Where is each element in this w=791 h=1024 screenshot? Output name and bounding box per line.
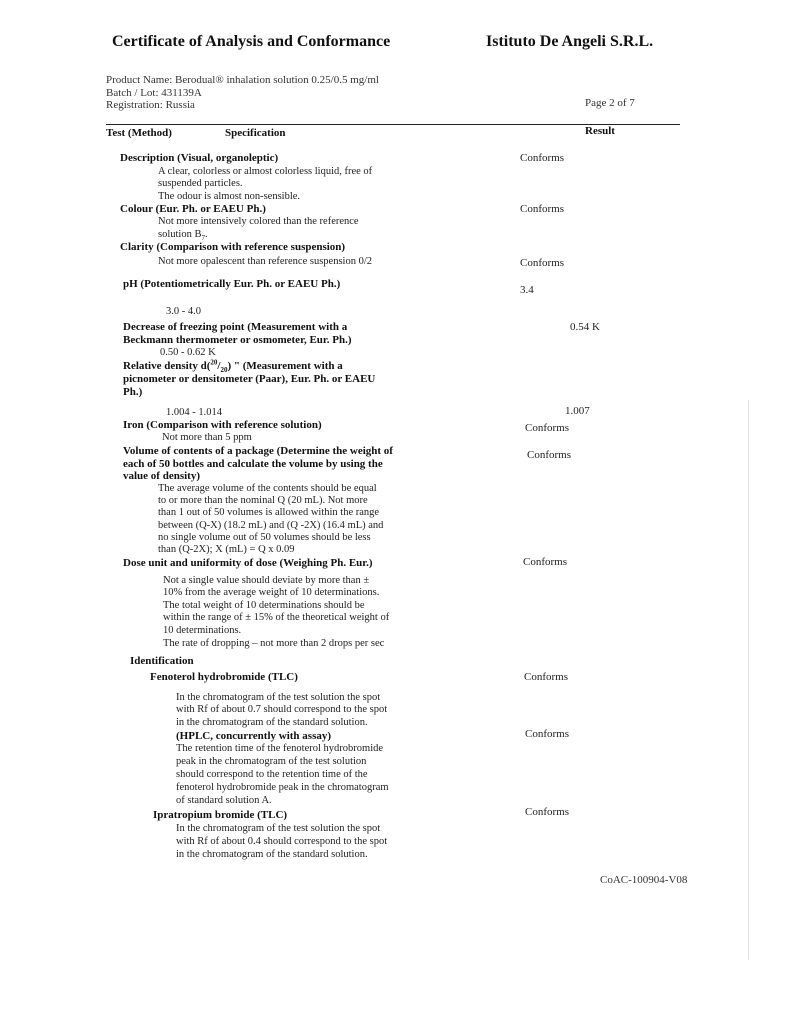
column-result: Result xyxy=(585,125,615,137)
company-name: Istituto De Angeli S.R.L. xyxy=(486,33,654,50)
test-colour-spec: Not more intensively colored than the reference xyxy=(158,216,359,227)
test-volume-spec: between (Q-X) (18.2 mL) and (Q -2X) (16.4 mL) and xyxy=(158,520,384,531)
test-ipratropium-tlc-spec: In the chromatogram of the test solution the spot xyxy=(176,823,381,834)
test-density-name: Ph.) xyxy=(123,386,143,398)
test-freezing-name: Decrease of freezing point (Measurement with a xyxy=(123,321,348,333)
identification-heading: Identification xyxy=(130,655,194,667)
test-iron-name: Iron (Comparison with reference solution) xyxy=(123,419,322,431)
test-fenoterol-hplc-spec: The retention time of the fenoterol hydrobromide xyxy=(176,743,384,754)
test-ipratropium-tlc-result: Conforms xyxy=(525,806,569,818)
test-fenoterol-tlc-result: Conforms xyxy=(524,671,568,683)
registration: Registration: Russia xyxy=(106,99,195,111)
test-ipratropium-tlc-spec: in the chromatogram of the standard solution. xyxy=(176,849,368,860)
test-ipratropium-tlc-spec: with Rf of about 0.4 should correspond to the spot xyxy=(176,836,388,847)
test-iron-result: Conforms xyxy=(525,422,569,434)
document-code: CoAC-100904-V08 xyxy=(600,874,688,886)
page-number: Page 2 of 7 xyxy=(585,97,635,109)
test-fenoterol-hplc-name: (HPLC, concurrently with assay) xyxy=(176,730,332,742)
test-description-result: Conforms xyxy=(520,152,564,164)
test-ipratropium-tlc-name: Ipratropium bromide (TLC) xyxy=(153,809,288,821)
test-dose-name: Dose unit and uniformity of dose (Weighing Ph. Eur.) xyxy=(123,557,373,569)
header-divider xyxy=(106,124,680,125)
test-dose-spec: within the range of ± 15% of the theoretical weight of xyxy=(163,612,390,623)
test-colour-spec-reference xyxy=(158,230,208,241)
column-specification: Specification xyxy=(225,127,286,139)
test-clarity-spec: Not more opalescent than reference suspension 0/2 xyxy=(158,256,373,267)
test-dose-spec: 10% from the average weight of 10 determinations. xyxy=(163,587,380,598)
test-ph-result: 3.4 xyxy=(520,284,534,296)
product-name: Product Name: Berodual® inhalation solution 0.25/0.5 mg/ml xyxy=(106,74,379,86)
test-fenoterol-hplc-spec: of standard solution A. xyxy=(176,795,272,806)
test-freezing-result: 0.54 K xyxy=(570,321,600,333)
test-colour-name: Colour (Eur. Ph. or EAEU Ph.) xyxy=(120,203,266,215)
test-description-spec: suspended particles. xyxy=(158,178,243,189)
test-fenoterol-tlc-name: Fenoterol hydrobromide (TLC) xyxy=(150,671,298,683)
test-colour-spec-subscript: 7 xyxy=(201,234,205,243)
test-description-name: Description (Visual, organoleptic) xyxy=(120,152,279,164)
test-fenoterol-hplc-spec: should correspond to the retention time of the xyxy=(176,769,368,780)
test-density-name: picnometer or densitometer (Paar), Eur. Ph. or EAEU xyxy=(123,373,376,385)
test-density-subscript: 20 xyxy=(220,366,228,375)
test-description-spec: A clear, colorless or almost colorless liquid, free of xyxy=(158,166,373,177)
test-freezing-spec: 0.50 - 0.62 K xyxy=(160,347,216,358)
test-volume-name: Volume of contents of a package (Determine the weight of xyxy=(123,445,393,457)
test-clarity-result: Conforms xyxy=(520,257,564,269)
test-dose-spec: 10 determinations. xyxy=(163,625,242,636)
test-fenoterol-tlc-spec: In the chromatogram of the test solution the spot xyxy=(176,692,381,703)
test-volume-name: value of density) xyxy=(123,470,200,482)
test-colour-spec-end: . xyxy=(204,229,208,240)
test-iron-spec: Not more than 5 ppm xyxy=(162,432,252,443)
test-dose-spec: The total weight of 10 determinations should be xyxy=(163,600,365,611)
test-volume-spec: no single volume out of 50 volumes should be less xyxy=(158,532,371,543)
document-title: Certificate of Analysis and Conformance xyxy=(112,33,391,50)
test-density-superscript: 20 xyxy=(210,358,218,367)
test-density-spec: 1.004 - 1.014 xyxy=(166,407,222,418)
test-dose-spec: Not a single value should deviate by more than ± xyxy=(163,575,370,586)
test-fenoterol-tlc-spec: in the chromatogram of the standard solution. xyxy=(176,717,368,728)
test-density-result: 1.007 xyxy=(565,405,590,417)
test-ph-spec: 3.0 - 4.0 xyxy=(166,306,201,317)
test-volume-result: Conforms xyxy=(527,449,571,461)
test-dose-result: Conforms xyxy=(523,556,567,568)
test-freezing-name: Beckmann thermometer or osmometer, Eur. Ph.) xyxy=(123,334,352,346)
test-fenoterol-tlc-spec: with Rf of about 0.7 should correspond to the spot xyxy=(176,704,388,715)
test-volume-name: each of 50 bottles and calculate the volume by using the xyxy=(123,458,383,470)
test-fenoterol-hplc-result: Conforms xyxy=(525,728,569,740)
test-density-name-text: ) " (Measurement with a xyxy=(227,360,343,372)
column-test-method: Test (Method) xyxy=(106,127,172,139)
test-colour-spec-text: solution B xyxy=(158,229,202,240)
test-volume-spec: than (Q-2X); X (mL) = Q x 0.09 xyxy=(158,544,295,555)
test-ph-name: pH (Potentiometrically Eur. Ph. or EAEU Ph.) xyxy=(123,278,341,290)
test-density-name-text: Relative density d( xyxy=(123,360,211,372)
test-dose-spec: The rate of dropping – not more than 2 drops per sec xyxy=(163,638,385,649)
test-description-spec: The odour is almost non-sensible. xyxy=(158,191,301,202)
test-fenoterol-hplc-spec: peak in the chromatogram of the test solution xyxy=(176,756,367,767)
test-fenoterol-hplc-spec: fenoterol hydrobromide peak in the chromatogram xyxy=(176,782,389,793)
batch-lot: Batch / Lot: 431139A xyxy=(106,87,202,99)
scan-edge-line xyxy=(748,400,749,960)
test-density-name: Relative density $d(^{20}/_{20})$ " (Measurement with a xyxy=(123,358,343,375)
test-colour-result: Conforms xyxy=(520,203,564,215)
test-volume-spec: to or more than the nominal Q (20 mL). Not more xyxy=(158,495,368,506)
test-clarity-name: Clarity (Comparison with reference suspension) xyxy=(120,241,346,253)
test-volume-spec: than 1 out of 50 volumes is allowed within the range xyxy=(158,507,380,518)
test-volume-spec: The average volume of the contents should be equal xyxy=(158,483,377,494)
